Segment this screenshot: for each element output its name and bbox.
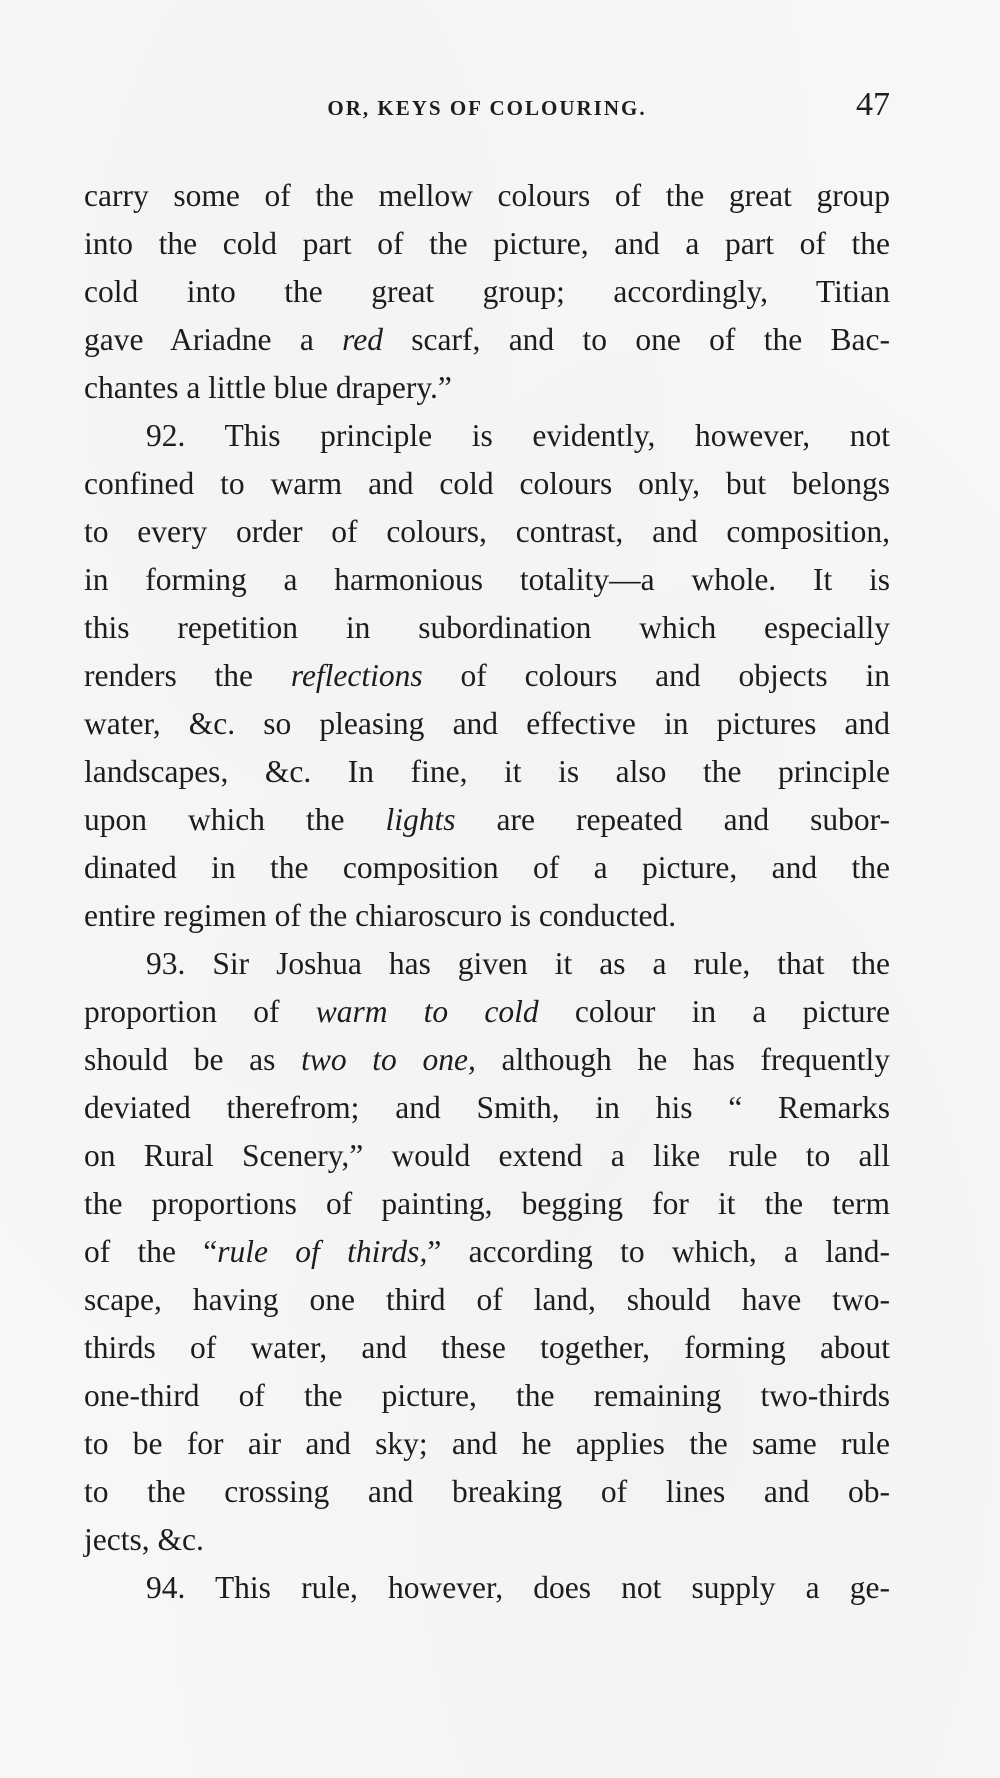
text-line: confined to warm and cold colours only, but belongs: [84, 466, 890, 501]
text-line: scape, having one third of land, should have two-: [84, 1282, 890, 1317]
text-line: deviated therefrom; and Smith, in his “ Remarks: [84, 1090, 890, 1125]
text-line: proportion of warm to cold colour in a picture: [84, 994, 890, 1029]
text-line: to the crossing and breaking of lines and ob-: [84, 1474, 890, 1509]
text-line: the proportions of painting, begging for it the term: [84, 1186, 890, 1221]
text-line: carry some of the mellow colours of the great group: [84, 178, 890, 213]
text-line: gave Ariadne a red scarf, and to one of the Bac-: [84, 322, 890, 357]
text-line: on Rural Scenery,” would extend a like rule to all: [84, 1138, 890, 1173]
text-line: one-third of the picture, the remaining two-thirds: [84, 1378, 890, 1413]
text-line: thirds of water, and these together, forming about: [84, 1330, 890, 1365]
page-header: [84, 86, 890, 130]
text-line: jects, &c.: [84, 1522, 204, 1557]
running-head: OR, KEYS OF COLOURING.: [327, 96, 647, 120]
italic-emphasis: red: [342, 322, 383, 357]
text-line: chantes a little blue drapery.”: [84, 370, 452, 405]
text-line: entire regimen of the chiaroscuro is conducted.: [84, 898, 677, 933]
text-line: this repetition in subordination which especially: [84, 610, 890, 645]
text-line: in forming a harmonious totality—a whole. It is: [84, 562, 890, 597]
text-line: into the cold part of the picture, and a part of the: [84, 226, 890, 261]
italic-emphasis: rule of thirds,: [217, 1234, 428, 1269]
italic-emphasis: lights: [385, 802, 456, 837]
text-line: dinated in the composition of a picture, and the: [84, 850, 890, 885]
paragraph-start-92: 92. This principle is evidently, however, not: [146, 418, 890, 453]
italic-emphasis: two to one,: [301, 1042, 476, 1077]
italic-emphasis: warm to cold: [315, 994, 539, 1029]
text-line: should be as two to one, although he has frequently: [84, 1042, 890, 1077]
text-line: upon which the lights are repeated and subor-: [84, 802, 890, 837]
text-line: landscapes, &c. In fine, it is also the principle: [84, 754, 890, 789]
text-line: to be for air and sky; and he applies the same rule: [84, 1426, 890, 1461]
text-line: renders the reflections of colours and objects in: [84, 658, 891, 693]
text-line: water, &c. so pleasing and effective in pictures and: [84, 706, 890, 741]
text-line: of the “rule of thirds,” according to which, a land-: [84, 1234, 890, 1269]
paragraph-start-93: 93. Sir Joshua has given it as a rule, that the: [146, 946, 890, 981]
body-text: [84, 172, 890, 1612]
text-line: to every order of colours, contrast, and composition,: [84, 514, 890, 549]
paragraph-start-94: 94. This rule, however, does not supply a ge-: [146, 1570, 890, 1605]
italic-emphasis: reflections: [290, 658, 423, 693]
page-number: 47: [856, 86, 890, 123]
text-line: cold into the great group; accordingly, Titian: [84, 274, 890, 309]
